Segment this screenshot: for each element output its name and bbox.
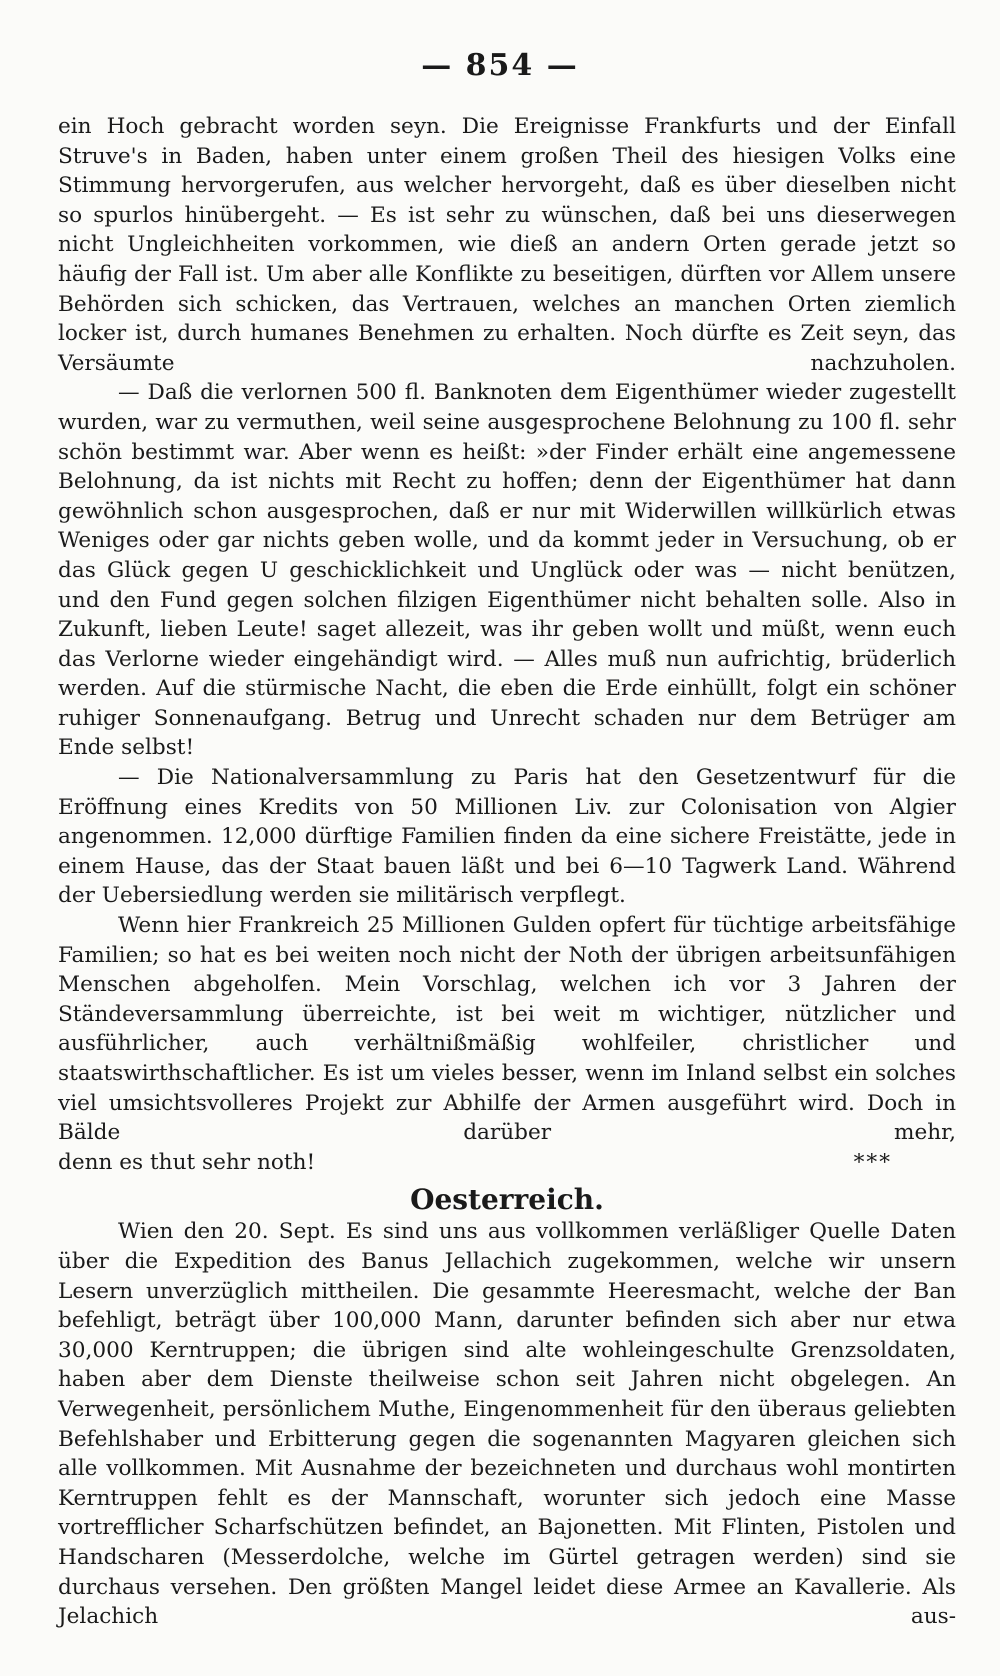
closing-line (58, 1148, 956, 1178)
section-heading-oesterreich: Oesterreich. (410, 1183, 604, 1217)
paragraph-algier: — Die Nationalversammlung zu Paris hat den Gesetzentwurf für die Eröffnung eines Kredits von 50 Millionen Liv. zur Colonisation von Algier angenommen. 12,000 dürftige Familien finden da eine sichere Freistätte, jede in einem Hause, das der Staat bauen läßt und bei 6—10 Tagwerk Land. Während der Uebersiedlung werden sie militärisch verpflegt. (58, 765, 956, 909)
page-number: — 854 — (421, 48, 579, 83)
text-column (58, 112, 956, 1632)
paragraph-struve: ein Hoch gebracht worden seyn. Die Ereignisse Frankfurts und der Einfall Struve's in Baden, haben unter einem großen Theil des hiesigen Volks eine Stimmung hervorgerufen, aus welcher hervorgeht, daß es über dieselben nicht so spurlos hinübergeht. — Es ist sehr zu wünschen, daß bei uns dieserwegen nicht Ungleichheiten vorkommen, wie dieß an andern Orten gerade jetzt so häufig der Fall ist. Um aber alle Konflikte zu beseitigen, dürften vor Allem unsere Behörden sich schicken, das Vertrauen, welches an manchen Orten ziemlich locker ist, durch humanes Benehmen zu erhalten. Noch dürfte es Zeit seyn, das Versäumte nachzuholen. (58, 114, 956, 376)
signature-asterisks: *** (853, 1149, 892, 1175)
paragraph-banknoten: — Daß die verlornen 500 fl. Banknoten dem Eigenthümer wieder zugestellt wurden, war zu vermuthen, weil seine ausgesprochene Belohnung zu 100 fl. sehr schön bestimmt war. Aber wenn es heißt: »der Finder erhält eine angemessene Belohnung, da ist nichts mit Recht zu hoffen; denn der Eigenthümer hat dann gewöhnlich schon ausgesprochen, daß er nur mit Widerwillen willkürlich etwas Weniges oder gar nichts geben wolle, und da kommt jeder in Versuchung, ob er das Glück gegen U geschicklichkeit und Unglück oder was — nicht benützen, und den Fund gegen solchen filzigen Eigenthümer nicht behalten solle. Also in Zukunft, lieben Leute! saget allezeit, was ihr geben wollt und müßt, wenn euch das Verlorne wieder eingehändigt wird. — Alles muß nun aufrichtig, brüderlich werden. Auf die stürmische Nacht, die eben die Erde einhüllt, folgt ein schöner ruhiger Sonnenaufgang. Betrug und Unrecht schaden nur dem Betrüger am Ende selbst! (58, 380, 956, 761)
paragraph-frankreich: Wenn hier Frankreich 25 Millionen Gulden opfert für tüchtige arbeitsfähige Familien; so hat es bei weiten noch nicht der Noth der übrigen arbeitsunfähigen Menschen abgeholfen. Mein Vorschlag, welchen ich vor 3 Jahren der Ständeversammlung überreichte, ist bei weit m wichtiger, nützlicher und ausführlicher, auch verhältnißmäßig wohlfeiler, christlicher und staatswirthschaftlicher. Es ist um vieles besser, wenn im Inland selbst ein solches viel umsichtsvolleres Projekt zur Abhilfe der Armen ausgeführt wird. Doch in Bälde darüber mehr, (58, 913, 956, 1146)
paragraph-closing: denn es thut sehr noth! (58, 1149, 316, 1175)
paragraph-wien: Wien den 20. Sept. Es sind uns aus vollkommen verläßliger Quelle Daten über die Expedition des Banus Jellachich zugekommen, welche wir unsern Lesern unverzüglich mittheilen. Die gesammte Heeresmacht, welche der Ban befehligt, beträgt über 100,000 Mann, darunter befinden sich aber nur etwa 30,000 Kerntruppen; die übrigen sind alte wohleingeschulte Grenzsoldaten, haben aber dem Dienste theilweise schon seit Jahren nicht obgelegen. An Verwegenheit, persönlichem Muthe, Eingenommenheit für den überaus geliebten Befehlshaber und Erbitterung gegen die sogenannten Magyaren gleichen sich alle vollkommen. Mit Ausnahme der bezeichneten und durchaus wohl montirten Kerntruppen fehlt es der Mannschaft, worunter sich jedoch eine Masse vortrefflicher Scharfschützen befindet, an Bajonetten. Mit Flinten, Pistolen und Handscharen (Messerdolche, welche im Gürtel getragen werden) sind sie durchaus versehen. Den größten Mangel leidet diese Armee an Kavallerie. Als Jelachich aus- (58, 1219, 956, 1630)
